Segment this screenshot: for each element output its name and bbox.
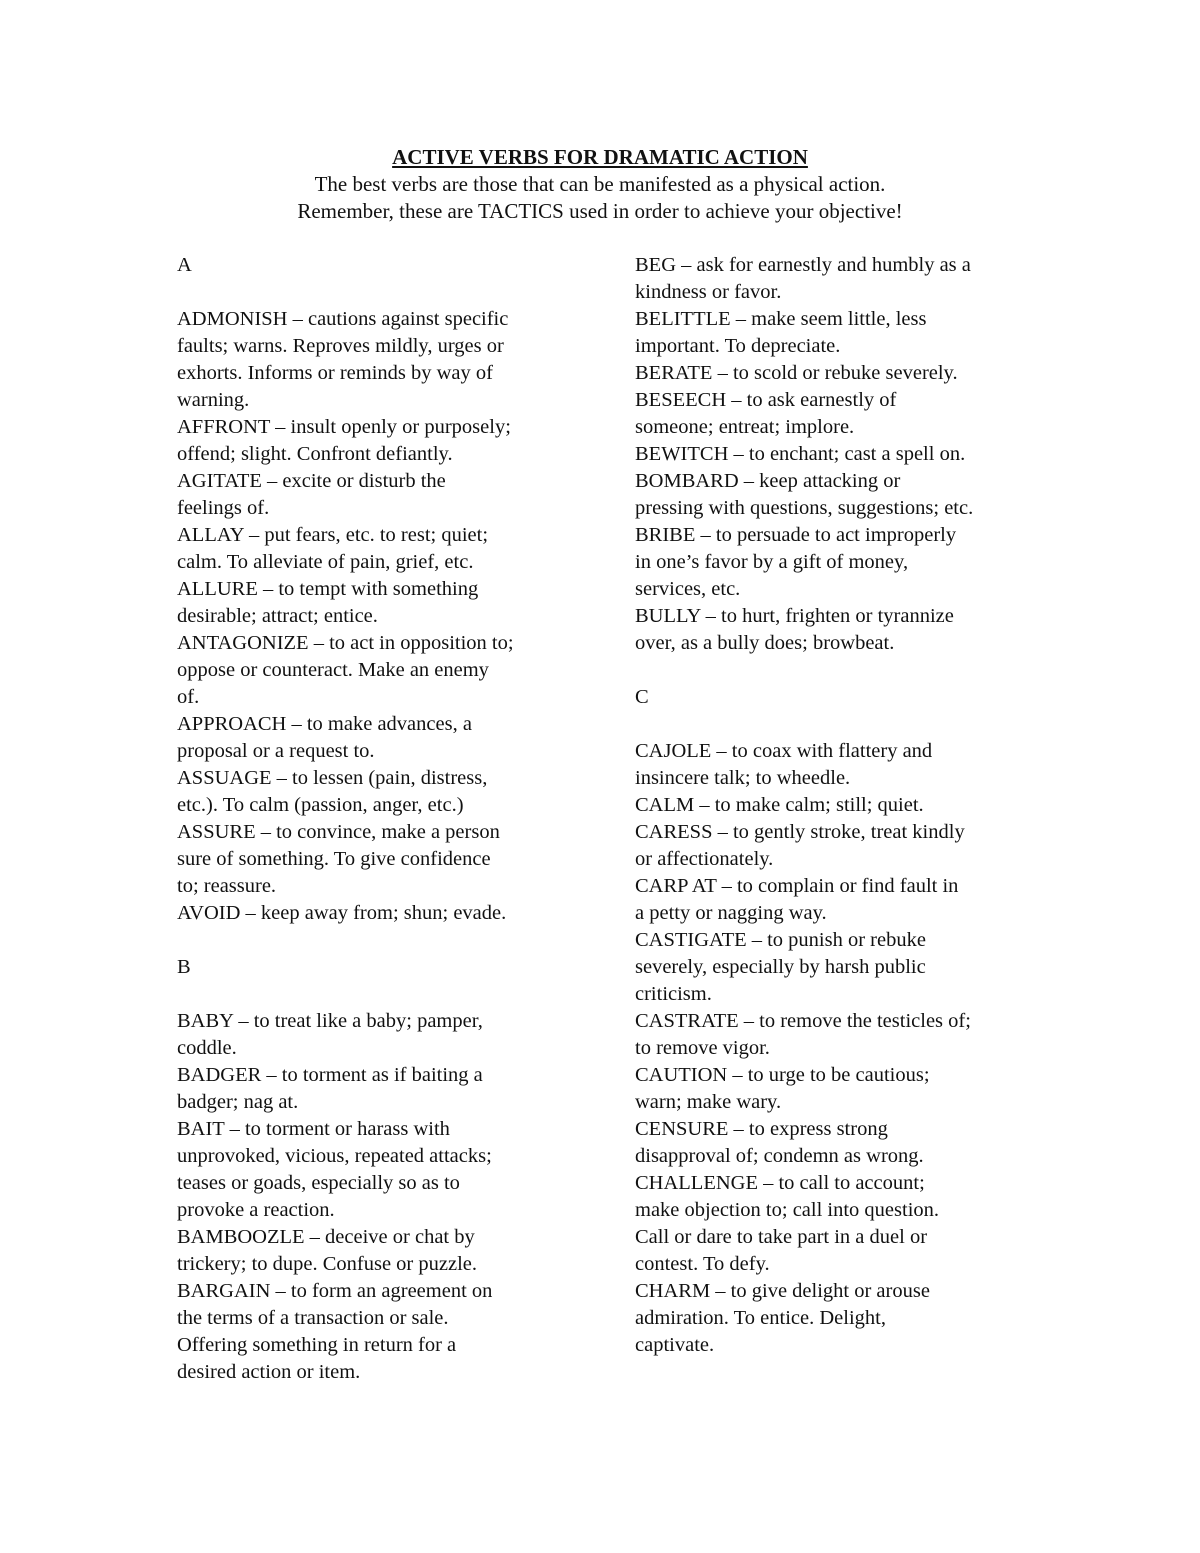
text-line: AFFRONT – insult openly or purposely; [177, 416, 511, 438]
text-line: BERATE – to scold or rebuke severely. [635, 362, 958, 384]
text-line: B [177, 956, 191, 978]
text-line: CHARM – to give delight or arouse [635, 1280, 930, 1302]
text-line: criticism. [635, 983, 712, 1005]
text-line: unprovoked, vicious, repeated attacks; [177, 1145, 492, 1167]
blank-line [177, 981, 597, 1008]
text-line: BEWITCH – to enchant; cast a spell on. [635, 443, 966, 465]
subtitle-line-1: The best verbs are those that can be manifested as a physical action. [314, 172, 886, 196]
text-line: desired action or item. [177, 1361, 361, 1383]
text-line: BADGER – to torment as if baiting a [177, 1064, 483, 1086]
text-line: CENSURE – to express strong [635, 1118, 888, 1140]
blank-line [635, 711, 1055, 738]
text-line: kindness or favor. [635, 281, 782, 303]
text-line: ALLAY – put fears, etc. to rest; quiet; [177, 524, 489, 546]
text-line: BESEECH – to ask earnestly of [635, 389, 897, 411]
text-line: CAUTION – to urge to be cautious; [635, 1064, 930, 1086]
text-line: BRIBE – to persuade to act improperly [635, 524, 957, 546]
text-line: trickery; to dupe. Confuse or puzzle. [177, 1253, 478, 1275]
text-line: A [177, 254, 192, 276]
text-line: BAMBOOZLE – deceive or chat by [177, 1226, 475, 1248]
text-line: captivate. [635, 1334, 715, 1356]
text-line: provoke a reaction. [177, 1199, 335, 1221]
text-line: etc.). To calm (passion, anger, etc.) [177, 794, 464, 816]
text-line: warning. [177, 389, 250, 411]
text-line: services, etc. [635, 578, 741, 600]
text-line: CARP AT – to complain or find fault in [635, 875, 959, 897]
text-line: CALM – to make calm; still; quiet. [635, 794, 924, 816]
text-line: Offering something in return for a [177, 1334, 457, 1356]
text-line: admiration. To entice. Delight, [635, 1307, 886, 1329]
text-line: CAJOLE – to coax with flattery and [635, 740, 933, 762]
text-line: CASTIGATE – to punish or rebuke [635, 929, 926, 951]
text-line: in one’s favor by a gift of money, [635, 551, 909, 573]
text-line: ASSURE – to convince, make a person [177, 821, 500, 843]
text-line: BAIT – to torment or harass with [177, 1118, 450, 1140]
text-line: CHALLENGE – to call to account; [635, 1172, 925, 1194]
text-line: ANTAGONIZE – to act in opposition to; [177, 632, 514, 654]
text-line: AVOID – keep away from; shun; evade. [177, 902, 507, 924]
blank-line [635, 657, 1055, 684]
text-line: a petty or nagging way. [635, 902, 827, 924]
text-line: feelings of. [177, 497, 270, 519]
text-line: disapproval of; condemn as wrong. [635, 1145, 924, 1167]
text-line: C [635, 686, 649, 708]
subtitle-line-2: Remember, these are TACTICS used in order to achieve your objective! [297, 199, 903, 223]
page-title: ACTIVE VERBS FOR DRAMATIC ACTION [392, 145, 808, 169]
text-line: teases or goads, especially so as to [177, 1172, 460, 1194]
text-line: faults; warns. Reproves mildly, urges or [177, 335, 504, 357]
text-line: of. [177, 686, 200, 708]
text-line: CASTRATE – to remove the testicles of; [635, 1010, 971, 1032]
text-line: CARESS – to gently stroke, treat kindly [635, 821, 965, 843]
right-column [635, 252, 1055, 1359]
text-line: desirable; attract; entice. [177, 605, 378, 627]
text-line: ADMONISH – cautions against specific [177, 308, 509, 330]
text-line: over, as a bully does; browbeat. [635, 632, 895, 654]
text-line: BARGAIN – to form an agreement on [177, 1280, 493, 1302]
text-line: ALLURE – to tempt with something [177, 578, 479, 600]
text-line: proposal or a request to. [177, 740, 375, 762]
blank-line [177, 279, 597, 306]
left-column [177, 252, 597, 1386]
text-line: BOMBARD – keep attacking or [635, 470, 901, 492]
text-line: or affectionately. [635, 848, 774, 870]
text-line: BULLY – to hurt, frighten or tyrannize [635, 605, 954, 627]
text-line: pressing with questions, suggestions; etc. [635, 497, 974, 519]
text-line: exhorts. Informs or reminds by way of [177, 362, 493, 384]
text-line: badger; nag at. [177, 1091, 299, 1113]
text-line: oppose or counteract. Make an enemy [177, 659, 489, 681]
text-line: sure of something. To give confidence [177, 848, 491, 870]
text-line: make objection to; call into question. [635, 1199, 940, 1221]
text-line: BABY – to treat like a baby; pamper, [177, 1010, 483, 1032]
text-line: coddle. [177, 1037, 237, 1059]
text-line: contest. To defy. [635, 1253, 770, 1275]
text-line: insincere talk; to wheedle. [635, 767, 851, 789]
text-line: APPROACH – to make advances, a [177, 713, 472, 735]
text-line: someone; entreat; implore. [635, 416, 855, 438]
text-line: BEG – ask for earnestly and humbly as a [635, 254, 971, 276]
text-line: ASSUAGE – to lessen (pain, distress, [177, 767, 488, 789]
text-line: important. To depreciate. [635, 335, 841, 357]
blank-line [177, 927, 597, 954]
text-line: the terms of a transaction or sale. [177, 1307, 449, 1329]
document-header [0, 144, 1200, 225]
text-line: to remove vigor. [635, 1037, 770, 1059]
text-line: warn; make wary. [635, 1091, 782, 1113]
text-line: offend; slight. Confront defiantly. [177, 443, 453, 465]
text-line: AGITATE – excite or disturb the [177, 470, 446, 492]
text-line: severely, especially by harsh public [635, 956, 926, 978]
text-line: BELITTLE – make seem little, less [635, 308, 927, 330]
text-line: Call or dare to take part in a duel or [635, 1226, 928, 1248]
text-line: to; reassure. [177, 875, 277, 897]
text-line: calm. To alleviate of pain, grief, etc. [177, 551, 474, 573]
